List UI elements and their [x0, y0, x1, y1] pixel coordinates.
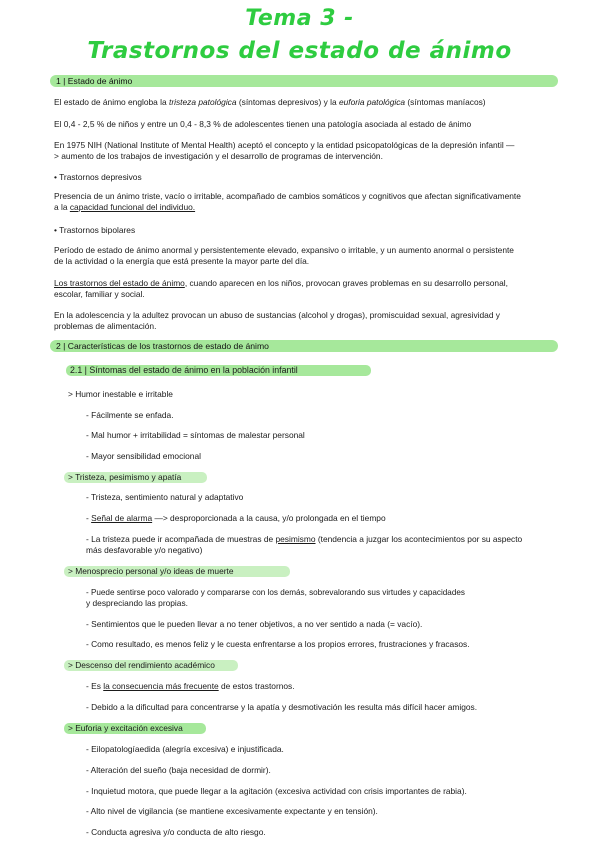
- section-2-heading: 2 | Características de los trastornos de estado de ánimo: [56, 341, 269, 351]
- symptom-humor-heading: > Humor inestable e irritable: [68, 389, 173, 399]
- symptom-humor-item-3: - Mayor sensibilidad emocional: [86, 451, 201, 461]
- paragraph-nih-line2: > aumento de los trabajos de investigación y el desarrollo de programas de intervención.: [54, 151, 383, 161]
- symptom-tristeza-item-2: - Señal de alarma —> desproporcionada a la causa, y/o prolongada en el tiempo: [86, 513, 386, 523]
- children-text-line1: Los trastornos del estado de ánimo, cuando aparecen en los niños, provocan graves problemas en su desarrollo personal,: [54, 278, 508, 288]
- depressive-text-line1: Presencia de un ánimo triste, vacío o irritable, acompañado de cambios somáticos y cognitivos que afectan significativamente: [54, 191, 521, 201]
- symptom-euforia-item-4: - Alto nivel de vigilancia (se mantiene excesivamente expectante y en tensión).: [86, 806, 378, 816]
- symptom-euforia-item-2: - Alteración del sueño (baja necesidad de dormir).: [86, 765, 271, 775]
- bipolar-heading: • Trastornos bipolares: [54, 225, 136, 235]
- paragraph-prevalence: El 0,4 - 2,5 % de niños y entre un 0,4 - 8,3 % de adolescentes tienen una patología asociada al estado de ánimo: [54, 119, 472, 129]
- symptom-tristeza-heading: > Tristeza, pesimismo y apatía: [68, 472, 182, 482]
- symptom-humor-item-1: - Fácilmente se enfada.: [86, 410, 174, 420]
- adolescence-text-line1: En la adolescencia y la adultez provocan un abuso de sustancias (alcohol y drogas), promiscuidad sexual, agresividad y: [54, 310, 500, 320]
- page-title-line1: Tema 3 -: [245, 6, 354, 31]
- symptom-humor-item-2: - Mal humor + irritabilidad = síntomas de malestar personal: [86, 430, 305, 440]
- section-1-heading: 1 | Estado de ánimo: [56, 76, 133, 86]
- symptom-tristeza-item-3-line2: más desfavorable y/o negativo): [86, 545, 203, 555]
- symptom-euforia-item-1: - Eilopatologíaedida (alegría excesiva) e injustificada.: [86, 744, 284, 754]
- depressive-heading: • Trastornos depresivos: [54, 172, 142, 182]
- page-title-line2: Trastornos del estado de ánimo: [87, 38, 512, 64]
- symptom-descenso-item-2: - Debido a la dificultad para concentrarse y la apatía y desmotivación les resulta más difícil hacer amigos.: [86, 702, 478, 712]
- children-text-line2: escolar, familiar y social.: [54, 289, 145, 299]
- symptom-euforia-heading: > Euforia y excitación excesiva: [68, 723, 183, 733]
- symptom-descenso-item-1: - Es la consecuencia más frecuente de estos trastornos.: [86, 681, 295, 691]
- symptom-menosprecio-item-1-line2: y despreciando las propias.: [86, 598, 188, 608]
- symptom-tristeza-item-3-line1: - La tristeza puede ir acompañada de muestras de pesimismo (tendencia a juzgar los acontecimientos por su aspecto: [86, 534, 523, 544]
- symptom-menosprecio-item-2: - Sentimientos que le pueden llevar a no tener objetivos, a no ver sentido a nada (= vacío).: [86, 619, 423, 629]
- symptom-descenso-heading: > Descenso del rendimiento académico: [68, 660, 215, 670]
- symptom-euforia-item-3: - Inquietud motora, que puede llegar a la agitación (excesiva actividad con crisis importantes de rabia).: [86, 786, 467, 796]
- depressive-text-line2: a la capacidad funcional del individuo.: [54, 202, 196, 212]
- subsection-2-1-heading: 2.1 | Síntomas del estado de ánimo en la población infantil: [70, 365, 298, 375]
- paragraph-mood-definition: El estado de ánimo engloba la tristeza patológica (síntomas depresivos) y la euforia patológica (síntomas maníacos): [54, 97, 486, 107]
- symptom-menosprecio-heading: > Menosprecio personal y/o ideas de muerte: [68, 566, 234, 576]
- bipolar-text-line2: de la actividad o la energía que está presente la mayor parte del día.: [54, 256, 310, 266]
- paragraph-nih-line1: En 1975 NIH (National Institute of Mental Health) aceptó el concepto y la entidad psicopatológicas de la depresión infantil —: [54, 140, 515, 150]
- bipolar-text-line1: Período de estado de ánimo anormal y persistentemente elevado, expansivo o irritable, y un aumento anormal o persistente: [54, 245, 514, 255]
- symptom-menosprecio-item-1-line1: - Puede sentirse poco valorado y compararse con los demás, sobrevalorando sus virtudes y capacidades: [86, 588, 465, 597]
- symptom-euforia-item-5: - Conducta agresiva y/o conducta de alto riesgo.: [86, 827, 266, 837]
- symptom-menosprecio-item-3: - Como resultado, es menos feliz y le cuesta enfrentarse a los propios errores, frustraciones y fracasos.: [86, 639, 470, 649]
- adolescence-text-line2: problemas de alimentación.: [54, 321, 157, 331]
- symptom-tristeza-item-1: - Tristeza, sentimiento natural y adaptativo: [86, 492, 244, 502]
